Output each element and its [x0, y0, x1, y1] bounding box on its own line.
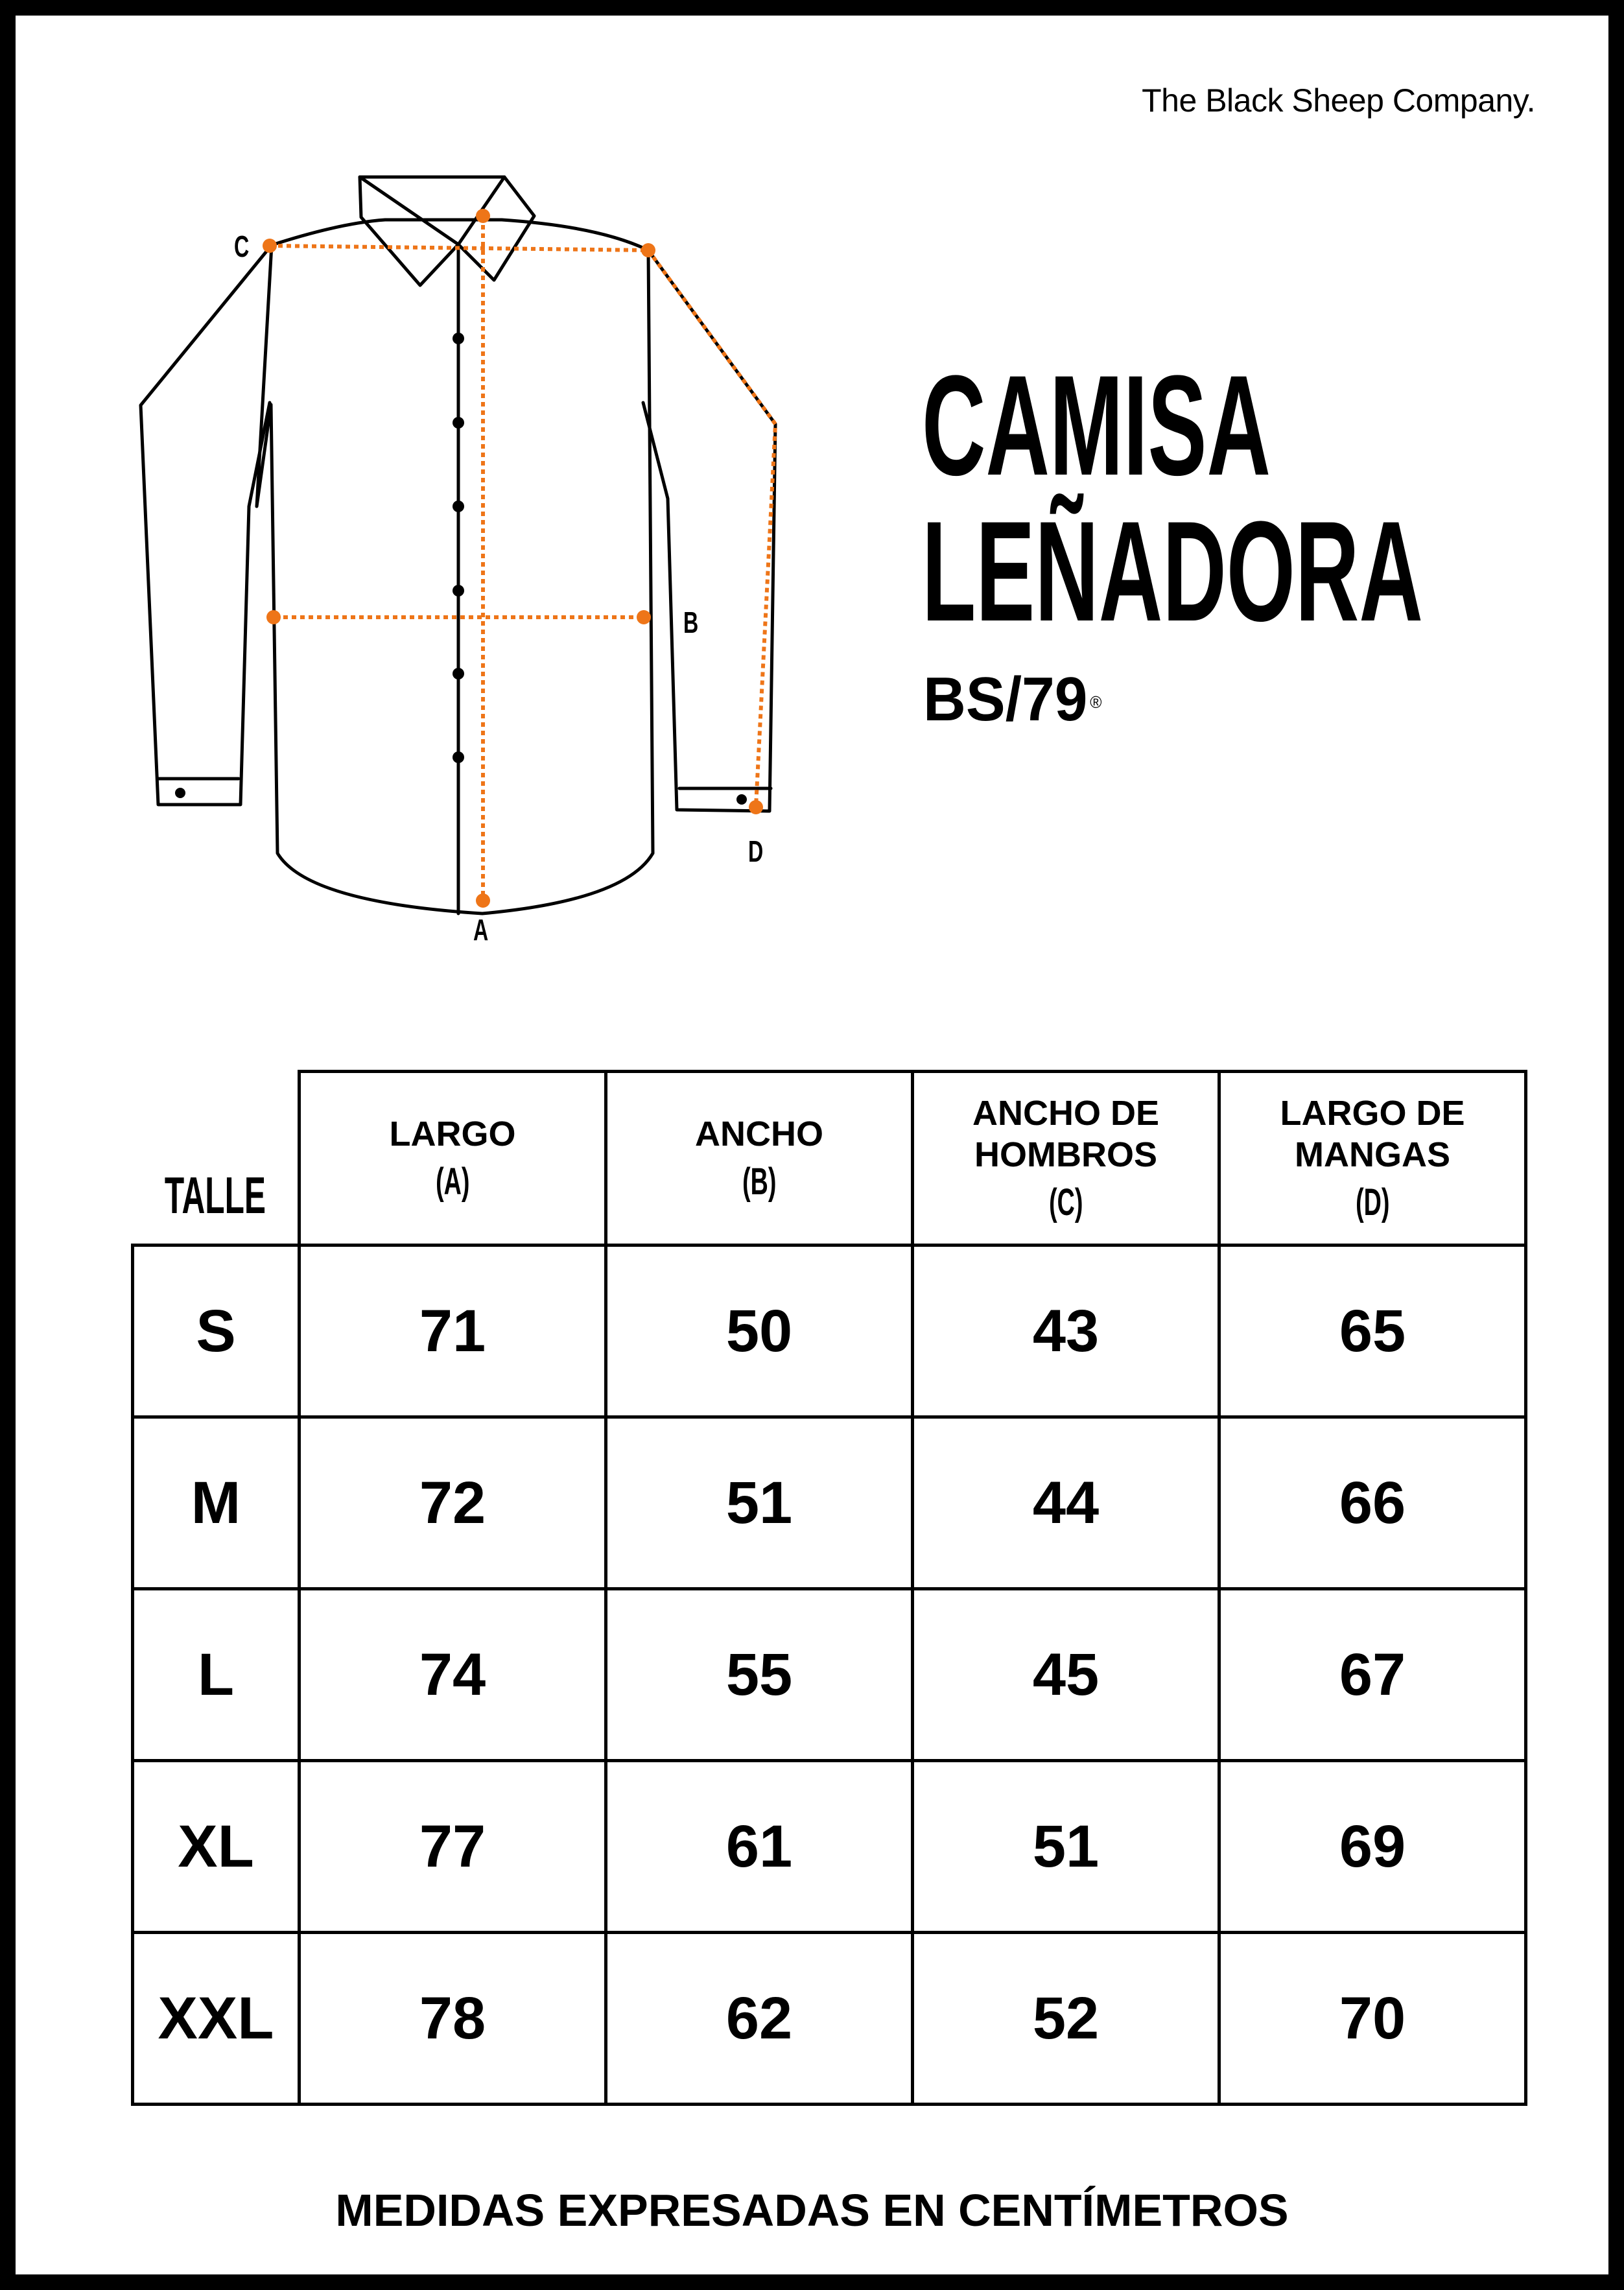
measure-point — [266, 610, 281, 624]
value-cell: 52 — [913, 1933, 1219, 2105]
value-cell: 62 — [606, 1933, 913, 2105]
column-header — [1219, 1072, 1526, 1245]
bs79-logo — [923, 667, 1100, 732]
button-dot — [453, 501, 464, 512]
label-b: B — [683, 606, 699, 640]
size-cell: M — [133, 1417, 300, 1589]
size-table — [131, 1070, 1527, 2106]
product-title-line-2: LEÑADORA — [922, 491, 1423, 651]
value-cell: 61 — [606, 1761, 913, 1933]
table-row — [133, 1933, 1526, 2105]
button-dot — [453, 333, 464, 344]
table-row — [133, 1417, 1526, 1589]
button-dot — [453, 417, 464, 429]
size-cell: L — [133, 1589, 300, 1761]
table-row — [133, 1245, 1526, 1417]
size-cell: S — [133, 1245, 300, 1417]
value-cell: 72 — [300, 1417, 606, 1589]
size-header: TALLE — [164, 1166, 266, 1224]
column-header-letter: (B) — [742, 1161, 777, 1203]
value-cell: 70 — [1219, 1933, 1526, 2105]
label-a: A — [473, 914, 489, 947]
cuff-button-right — [736, 794, 747, 805]
value-cell: 66 — [1219, 1417, 1526, 1589]
size-cell: XXL — [133, 1933, 300, 2105]
button-dot — [453, 668, 464, 679]
measure-point — [263, 239, 277, 253]
table-header-row — [133, 1072, 1526, 1245]
value-cell: 51 — [606, 1417, 913, 1589]
value-cell: 43 — [913, 1245, 1219, 1417]
logo-text: BS/79 — [923, 665, 1088, 734]
value-cell: 45 — [913, 1589, 1219, 1761]
value-cell: 50 — [606, 1245, 913, 1417]
table-row — [133, 1589, 1526, 1761]
value-cell: 74 — [300, 1589, 606, 1761]
label-c: C — [234, 230, 250, 264]
units-note: MEDIDAS EXPRESADAS EN CENTÍMETROS — [335, 2185, 1289, 2236]
brand-name: The Black Sheep Company. — [1142, 82, 1535, 119]
shirt-body-outline — [257, 220, 653, 914]
column-header — [300, 1072, 606, 1245]
measure-point — [641, 243, 655, 257]
measure-line-c — [270, 246, 648, 250]
column-header-letter: (D) — [1355, 1181, 1390, 1223]
column-header-letter: (A) — [435, 1161, 470, 1203]
value-cell: 78 — [300, 1933, 606, 2105]
column-header-letter: (C) — [1048, 1181, 1083, 1223]
column-header-line: MANGAS — [1295, 1135, 1450, 1174]
size-cell: XL — [133, 1761, 300, 1933]
column-header-line: LARGO DE — [1280, 1094, 1465, 1133]
value-cell: 77 — [300, 1761, 606, 1933]
column-header-line: LARGO — [389, 1115, 516, 1153]
column-header-line: ANCHO DE — [972, 1094, 1159, 1133]
value-cell: 69 — [1219, 1761, 1526, 1933]
value-cell: 55 — [606, 1589, 913, 1761]
button-dot — [453, 585, 464, 596]
value-cell: 65 — [1219, 1245, 1526, 1417]
size-header-cell — [133, 1072, 300, 1245]
product-title-line-1: CAMISA — [922, 346, 1271, 505]
label-d: D — [748, 835, 764, 869]
measure-point — [749, 800, 763, 814]
value-cell: 71 — [300, 1245, 606, 1417]
measurement-lines — [270, 217, 775, 900]
column-header-line: HOMBROS — [974, 1135, 1157, 1174]
left-sleeve-outline — [141, 245, 272, 805]
registered-mark: ® — [1090, 692, 1102, 712]
value-cell: 51 — [913, 1761, 1219, 1933]
column-header — [913, 1072, 1219, 1245]
value-cell: 44 — [913, 1417, 1219, 1589]
column-header-line: ANCHO — [695, 1115, 823, 1153]
button-dot — [453, 751, 464, 763]
shirt-diagram — [16, 16, 858, 988]
measure-point — [476, 209, 490, 223]
value-cell: 67 — [1219, 1589, 1526, 1761]
measure-point — [637, 610, 651, 624]
column-header — [606, 1072, 913, 1245]
table-row — [133, 1761, 1526, 1933]
product-title — [922, 346, 1423, 651]
measure-point — [476, 893, 490, 908]
cuff-button-left — [175, 788, 185, 798]
